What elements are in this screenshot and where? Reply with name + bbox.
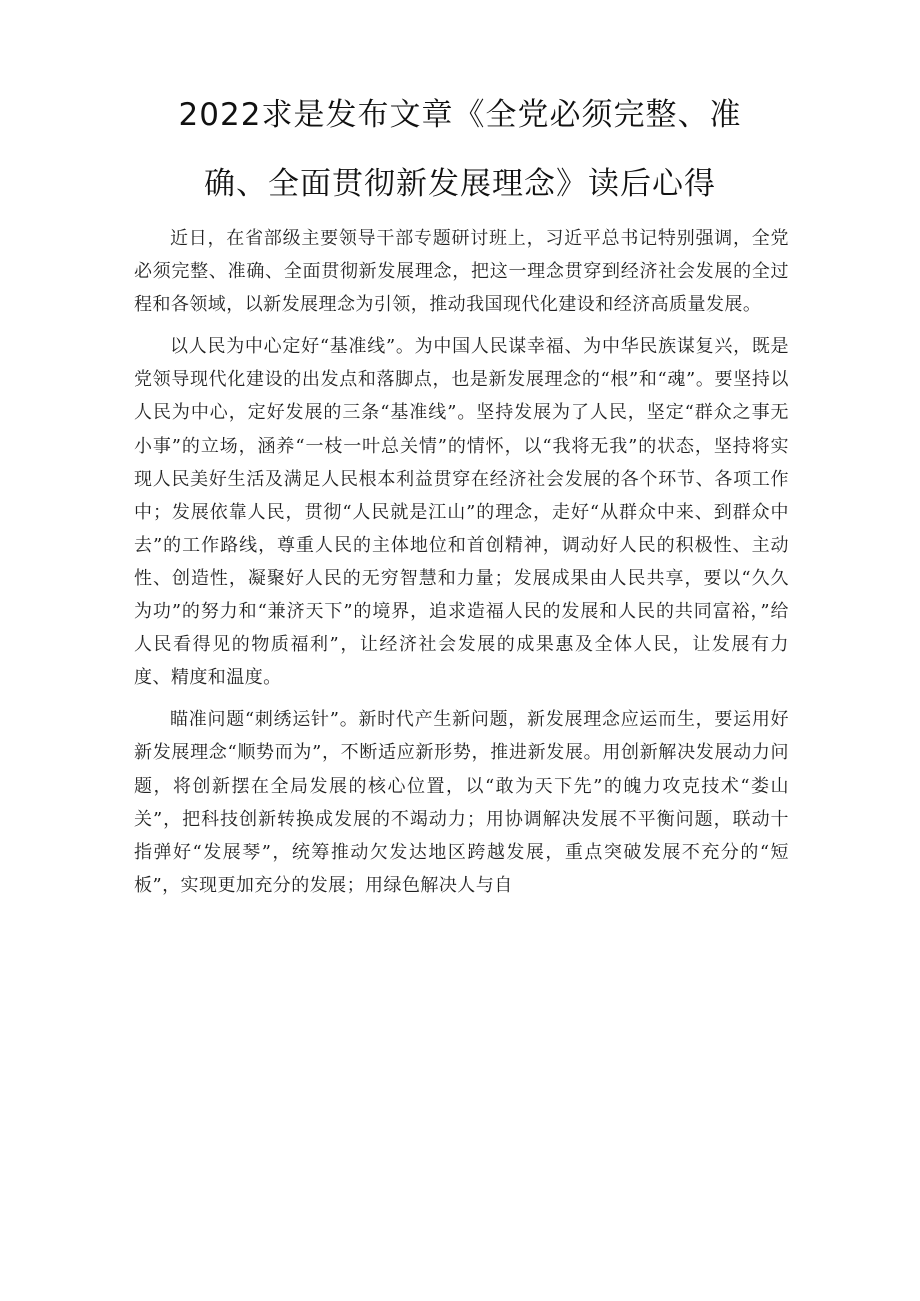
document-title-line-2: 确、全面贯彻新发展理念》读后心得: [204, 166, 716, 202]
document-title-line-1: 2022求是发布文章《全党必须完整、准: [178, 97, 742, 133]
document-body: [134, 222, 789, 911]
paragraph-problem-oriented: 瞄准问题“刺绣运针”。新时代产生新问题，新发展理念应运而生，要运用好新发展理念“顺势而为”，不断适应新形势，推进新发展。用创新解决发展动力问题，将创新摆在全局发展的核心位置，以“敢为天下先”的魄力攻克技术“娄山关”，把科技创新转换成发展的不竭动力；用协调解决发展不平衡问题，联动十指弹好“发展琴”，统筹推动欠发达地区跨越发展，重点突破发展不充分的“短板”，实现更加充分的发展；用绿色解决人与自: [134, 709, 789, 896]
paragraph-people-centered: 以人民为中心定好“基准线”。为中国人民谋幸福、为中华民族谋复兴，既是党领导现代化建设的出发点和落脚点，也是新发展理念的“根”和“魂”。要坚持以人民为中心，定好发展的三条“基准线”。坚持发展为了人民，坚定“群众之事无小事”的立场，涵养“一枝一叶总关情”的情怀，以“我将无我”的状态，坚持将实现人民美好生活及满足人民根本利益贯穿在经济社会发展的各个环节、各项工作中；发展依靠人民，贯彻“人民就是江山”的理念，走好“从群众中来、到群众中去”的工作路线，尊重人民的主体地位和首创精神，调动好人民的积极性、主动性、创造性，凝聚好人民的无穷智慧和力量；发展成果由人民共享，要以“久久为功”的努力和“兼济天下”的境界，追求造福人民的发展和人民的共同富裕，”给人民看得见的物质福利”，让经济社会发展的成果惠及全体人民，让发展有力度、精度和温度。: [134, 336, 789, 689]
paragraph-intro: 近日，在省部级主要领导干部专题研讨班上，习近平总书记特别强调，全党必须完整、准确、全面贯彻新发展理念，把这一理念贯穿到经济社会发展的全过程和各领域，以新发展理念为引领，推动我国现代化建设和经济高质量发展。: [134, 228, 789, 316]
